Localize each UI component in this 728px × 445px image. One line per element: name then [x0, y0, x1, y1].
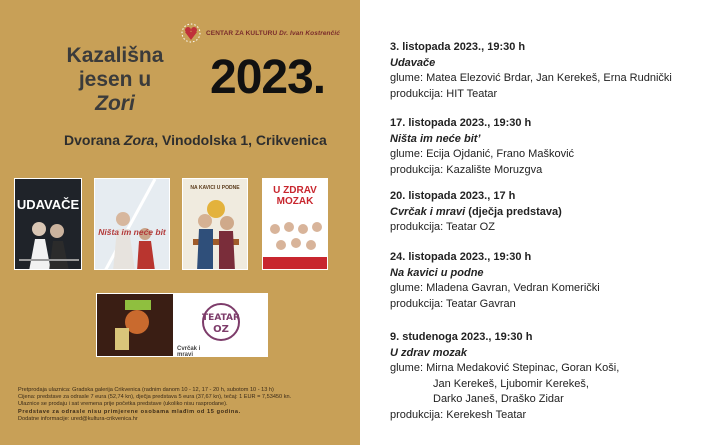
event-date: 20. listopada 2023., 17 h — [390, 190, 516, 202]
event-title — [390, 205, 720, 221]
ticket-info — [18, 387, 354, 423]
event-production: produkcija: Teatar Gavran — [390, 297, 516, 310]
event-production: produkcija: Teatar OZ — [390, 221, 495, 233]
poster-u-zdrav-mozak — [262, 178, 328, 270]
venue — [64, 132, 327, 148]
poster-cvrcak-label: Cvrčak i mravi — [177, 346, 201, 357]
event-title-text: U zdrav mozak — [390, 346, 468, 359]
event-u-zdrav-mozak — [390, 330, 720, 423]
heart-logo-icon — [180, 22, 202, 44]
poster-mozak-label: U ZDRAV MOZAK — [273, 185, 317, 207]
poster-kavica-art — [183, 179, 248, 270]
event-cast-cont: Jan Kerekeš, Ljubomir Kerekeš, — [433, 377, 589, 390]
poster-udavace — [14, 178, 82, 270]
logo-name: Dr. Ivan Kostrenčić — [279, 29, 340, 37]
poster-udavace-label: UDAVAČE — [16, 197, 80, 212]
event-title — [390, 346, 720, 362]
event-cast: glume: Mladena Gavran, Vedran Komerički — [390, 282, 600, 294]
poster-nista-art — [95, 179, 170, 270]
event-title-text: Cvrčak i mravi — [390, 205, 466, 218]
event-cast-cont: Darko Janeš, Draško Zidar — [433, 393, 564, 405]
footer-line: Cijena: predstave za odrasle 7 eura (52,74 kn), dječja predstava 5 eura (37,67 kn), tečaj: 1 EUR = 7,53450 kn. — [18, 394, 292, 401]
venue-name: Zora — [123, 132, 155, 148]
footer-line: Predstave za odrasle nisu primjerene osobama mlađim od 15 godina. — [18, 408, 241, 415]
logo-text — [206, 30, 340, 37]
event-title — [390, 56, 720, 72]
event-nista-im-nece-bit — [390, 116, 720, 178]
poster-na-kavici-u-podne — [182, 178, 248, 270]
title-line2 — [60, 68, 170, 116]
poster-nista-im-nece-bit — [94, 178, 170, 270]
footer-line: Ulaznice se prodaju i sat vremena prije početka predstave (ukoliko nisu rasprodane). — [18, 401, 228, 408]
event-production: produkcija: Kazalište Moruzgva — [390, 163, 543, 176]
event-title-note: (dječja predstava) — [465, 205, 562, 218]
venue-prefix: Dvorana — [64, 132, 124, 148]
schedule-panel — [360, 0, 728, 445]
event-production: produkcija: HIT Teatar — [390, 87, 498, 100]
venue-address: , Vinodolska 1, Crikvenica — [154, 132, 327, 148]
svg-text:OZ: OZ — [213, 324, 229, 335]
page-title — [60, 44, 170, 116]
logo-org: CENTAR ZA KULTURU — [206, 29, 278, 37]
event-title-text: Udavače — [390, 56, 436, 69]
org-logo — [180, 22, 340, 44]
event-production: produkcija: Kerekesh Teatar — [390, 408, 527, 421]
svg-text:TEATAR: TEATAR — [202, 313, 240, 323]
event-date: 9. studenoga 2023., 19:30 h — [390, 331, 533, 343]
poster-cvrcak-i-mravi — [96, 293, 268, 357]
event-na-kavici-u-podne — [390, 250, 720, 312]
title-line2-prefix: jesen u — [78, 68, 152, 91]
event-cast: glume: Mirna Medaković Stepinac, Goran Koši, — [390, 362, 620, 374]
event-date: 3. listopada 2023., 19:30 h — [390, 41, 526, 53]
footer-line: Pretprodaja ulaznica: Gradska galerija Crikvenica (radnim danom 10 - 12, 17 - 20 h, subotom 10 - 13 h) — [18, 387, 274, 393]
event-date: 24. listopada 2023., 19:30 h — [390, 251, 532, 263]
event-title-text: Na kavici u podne — [390, 266, 484, 279]
event-udavace — [390, 40, 720, 102]
footer-line: Dodatne informacije: ured@kultura-crikvenica.hr — [18, 415, 138, 422]
left-panel — [0, 0, 360, 445]
event-cast: glume: Matea Elezović Brdar, Jan Kerekeš, Erna Rudnički — [390, 72, 672, 84]
event-date: 17. listopada 2023., 19:30 h — [390, 117, 532, 129]
event-cast: glume: Ecija Ojdanić, Frano Mašković — [390, 148, 575, 160]
event-cvrcak-i-mravi — [390, 189, 720, 236]
poster-udavace-art — [15, 179, 82, 270]
year-heading: 2023. — [210, 51, 326, 104]
poster-nista-label: Ništa im neće bit — [98, 227, 166, 237]
event-title — [390, 132, 720, 148]
title-line1: Kazališna — [66, 44, 164, 67]
event-title — [390, 266, 720, 282]
poster-kavica-label: NA KAVICI U PODNE — [190, 185, 240, 191]
event-title-text: Ništa im neće bit’ — [390, 132, 481, 145]
title-line2-em: Zori — [95, 92, 135, 115]
